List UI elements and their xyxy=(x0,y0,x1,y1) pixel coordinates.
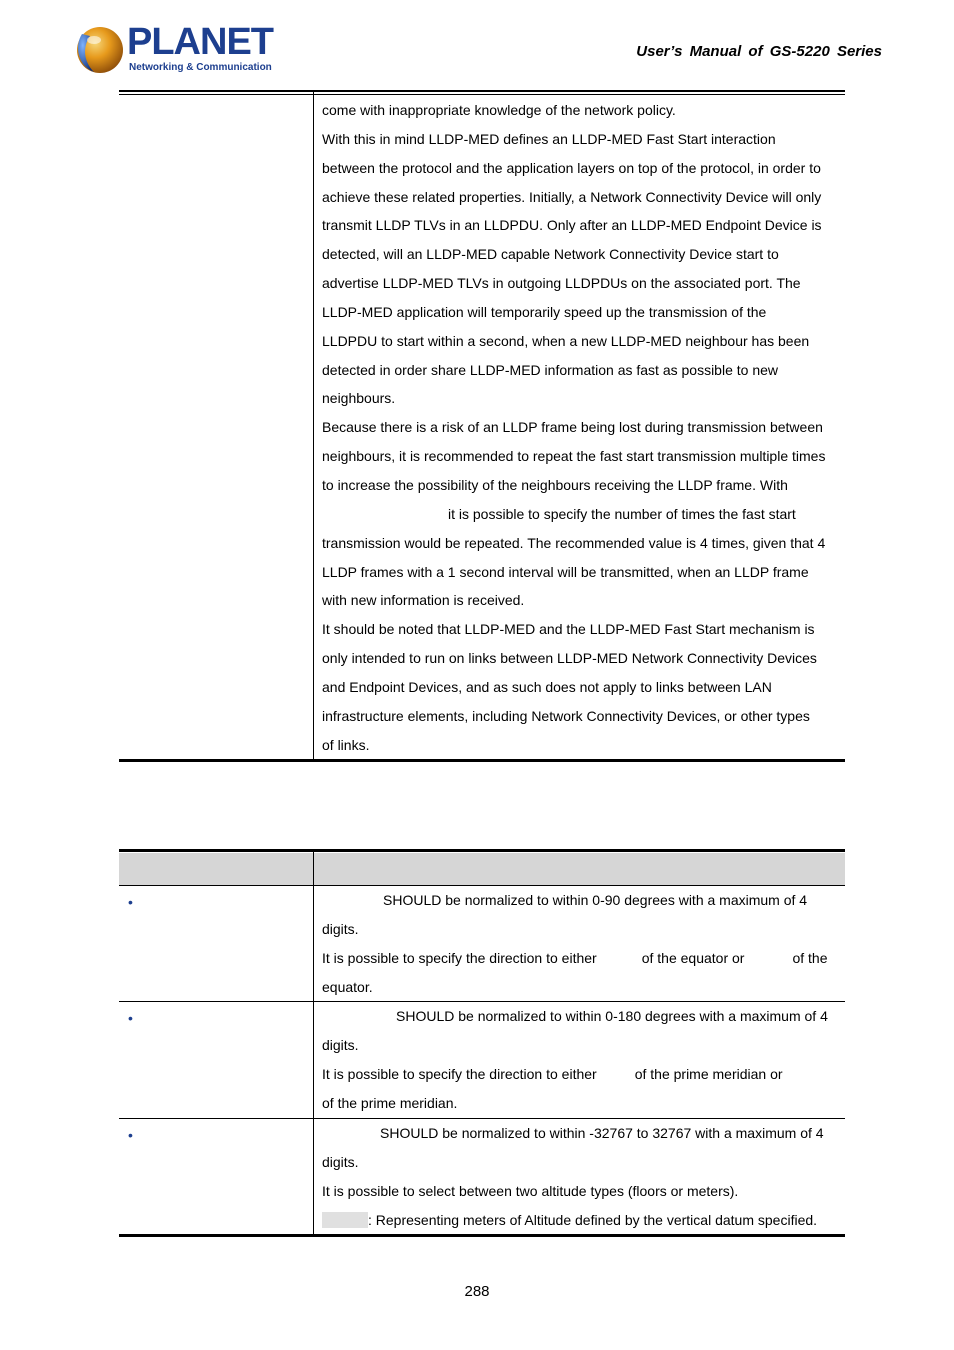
text-line: transmission would be repeated. The recommended value is 4 times, given that 4 xyxy=(322,534,826,551)
logo-wordmark: PLANET xyxy=(127,21,273,63)
text-line: between the protocol and the application layers on top of the protocol, in order to xyxy=(322,159,821,176)
text-line: SHOULD be normalized to within -32767 to 32767 with a maximum of 4 xyxy=(380,1125,824,1141)
text-line: It should be noted that LLDP-MED and the LLDP-MED Fast Start mechanism is xyxy=(322,621,815,638)
text-fragment: of the xyxy=(792,949,828,966)
text-line: transmit LLDP TLVs in an LLDPDU. Only after an LLDP-MED Endpoint Device is xyxy=(322,217,822,234)
logo-tagline: Networking & Communication xyxy=(129,62,272,73)
text-fragment: : Representing meters of Altitude defined by the vertical datum specified. xyxy=(368,1211,818,1228)
text-line: come with inappropriate knowledge of the network policy. xyxy=(322,102,676,118)
text-fragment: of the equator or xyxy=(641,949,745,966)
text-line: digits. xyxy=(322,1153,359,1170)
table-row xyxy=(119,1119,845,1235)
text-line: SHOULD be normalized to within 0-90 degrees with a maximum of 4 xyxy=(383,892,808,908)
text-line: of the prime meridian. xyxy=(322,1094,458,1111)
manual-title: User’s Manual of GS-5220 Series xyxy=(636,43,882,60)
page-number: 288 xyxy=(464,1283,490,1300)
text-line xyxy=(322,1060,842,1089)
text-line: SHOULD be normalized to within 0-180 degrees with a maximum of 4 xyxy=(396,1008,828,1024)
column-divider xyxy=(313,92,314,759)
text-fragment: It is possible to specify the direction to either xyxy=(322,949,597,966)
text-line: achieve these related properties. Initially, a Network Connectivity Device will only xyxy=(322,188,822,205)
text-line: with new information is received. xyxy=(322,592,525,609)
text-line: It is possible to select between two altitude types (floors or meters). xyxy=(322,1182,739,1199)
text-line: LLDP-MED application will temporarily speed up the transmission of the xyxy=(322,303,767,320)
text-line xyxy=(322,944,842,973)
description-cell xyxy=(322,1119,842,1234)
text-line: only intended to run on links between LLDP-MED Network Connectivity Devices xyxy=(322,650,817,667)
text-line: digits. xyxy=(322,1036,359,1053)
bullet-icon: • xyxy=(128,1127,133,1143)
text-line: digits. xyxy=(322,920,359,937)
globe-icon xyxy=(72,24,124,76)
table-header-row xyxy=(119,853,845,886)
text-line xyxy=(322,1206,842,1235)
description-cell xyxy=(322,96,842,759)
description-cell xyxy=(322,1002,842,1117)
lldp-med-fast-start-table xyxy=(119,90,845,762)
highlight-box xyxy=(322,1212,368,1228)
bullet-icon: • xyxy=(128,894,133,910)
text-fragment: of the prime meridian or xyxy=(634,1065,783,1082)
text-line: it is possible to specify the number of times the fast start xyxy=(448,505,796,522)
text-line: neighbours, it is recommended to repeat the fast start transmission multiple times xyxy=(322,448,826,465)
text-line: detected in order share LLDP-MED information as fast as possible to new xyxy=(322,361,779,378)
text-line: neighbours. xyxy=(322,390,396,407)
planet-logo xyxy=(72,21,273,78)
bullet-icon: • xyxy=(128,1010,133,1026)
text-fragment: It is possible to specify the direction to either xyxy=(322,1065,597,1082)
text-line: With this in mind LLDP-MED defines an LLDP-MED Fast Start interaction xyxy=(322,130,776,147)
text-line: detected, will an LLDP-MED capable Network Connectivity Device start to xyxy=(322,246,779,263)
coordinates-table xyxy=(119,849,845,1237)
text-line: Because there is a risk of an LLDP frame being lost during transmission between xyxy=(322,419,823,436)
table-row xyxy=(119,886,845,1002)
text-line: LLDP frames with a 1 second interval will be transmitted, when an LLDP frame xyxy=(322,563,809,580)
table-row xyxy=(119,1002,845,1119)
text-line: equator. xyxy=(322,978,373,995)
text-line: advertise LLDP-MED TLVs in outgoing LLDPDUs on the associated port. The xyxy=(322,275,801,292)
description-cell xyxy=(322,886,842,1001)
text-line: and Endpoint Devices, and as such does not apply to links between LAN xyxy=(322,678,772,695)
table-top-rule xyxy=(119,94,845,95)
text-line: of links. xyxy=(322,736,370,753)
text-line: to increase the possibility of the neighbours receiving the LLDP frame. With xyxy=(322,476,788,493)
text-line: infrastructure elements, including Network Connectivity Devices, or other types xyxy=(322,707,810,724)
text-line: LLDPDU to start within a second, when a new LLDP-MED neighbour has been xyxy=(322,332,810,349)
